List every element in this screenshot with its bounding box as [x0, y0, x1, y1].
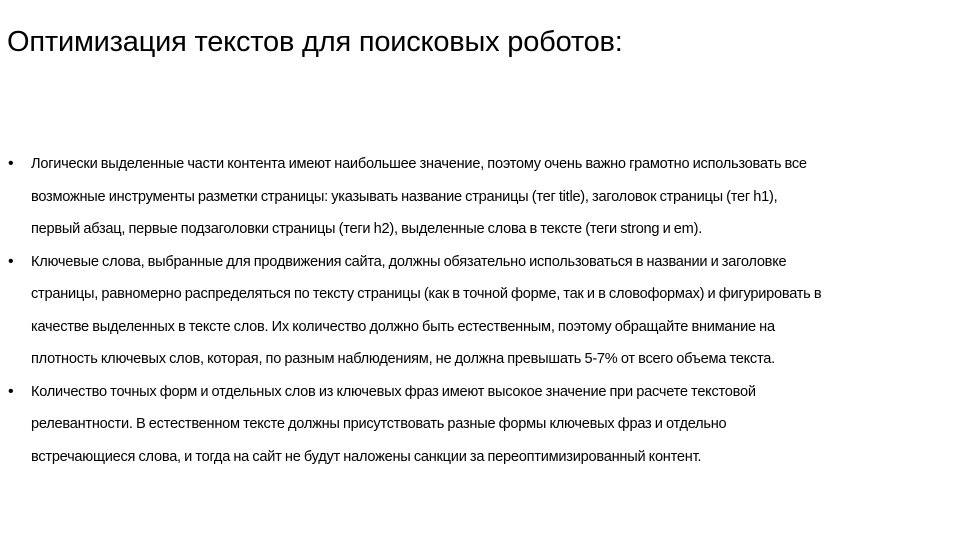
slide-title: Оптимизация текстов для поисковых роботов: [7, 26, 623, 58]
bullet-line: Логически выделенные части контента имеют наибольшее значение, поэтому очень важно грамотно использовать все [31, 156, 807, 172]
bullet-marker: • [8, 382, 14, 400]
bullet-line: Количество точных форм и отдельных слов из ключевых фраз имеют высокое значение при расчете текстовой [31, 383, 756, 400]
bullet-list [0, 148, 960, 473]
bullet-item-2 [0, 246, 960, 376]
bullet-line: плотность ключевых слов, которая, по разным наблюдениям, не должна превышать 5-7% от всего объема текста. [31, 351, 775, 367]
bullet-line: возможные инструменты разметки страницы: указывать название страницы (тег title), заголовок страницы (тег h1), [31, 188, 778, 205]
bullet-marker: • [8, 252, 14, 270]
bullet-line: Ключевые слова, выбранные для продвижения сайта, должны обязательно использоваться в названии и заголовке [31, 253, 787, 270]
bullet-item-3 [0, 376, 960, 474]
bullet-line: релевантности. В естественном тексте должны присутствовать разные формы ключевых фраз и отдельно [31, 416, 727, 432]
bullet-line: встречающиеся слова, и тогда на сайт не будут наложены санкции за переоптимизированный контент. [31, 448, 702, 465]
bullet-line: качестве выделенных в тексте слов. Их количество должно быть естественным, поэтому обращайте внимание на [31, 318, 775, 335]
bullet-marker: • [8, 155, 14, 172]
bullet-line: первый абзац, первые подзаголовки страницы (теги h2), выделенные слова в тексте (теги strong и em). [31, 221, 702, 237]
bullet-line: страницы, равномерно распределяться по тексту страницы (как в точной форме, так и в словоформах) и фигурировать в [31, 286, 822, 302]
bullet-item-1 [0, 148, 960, 246]
